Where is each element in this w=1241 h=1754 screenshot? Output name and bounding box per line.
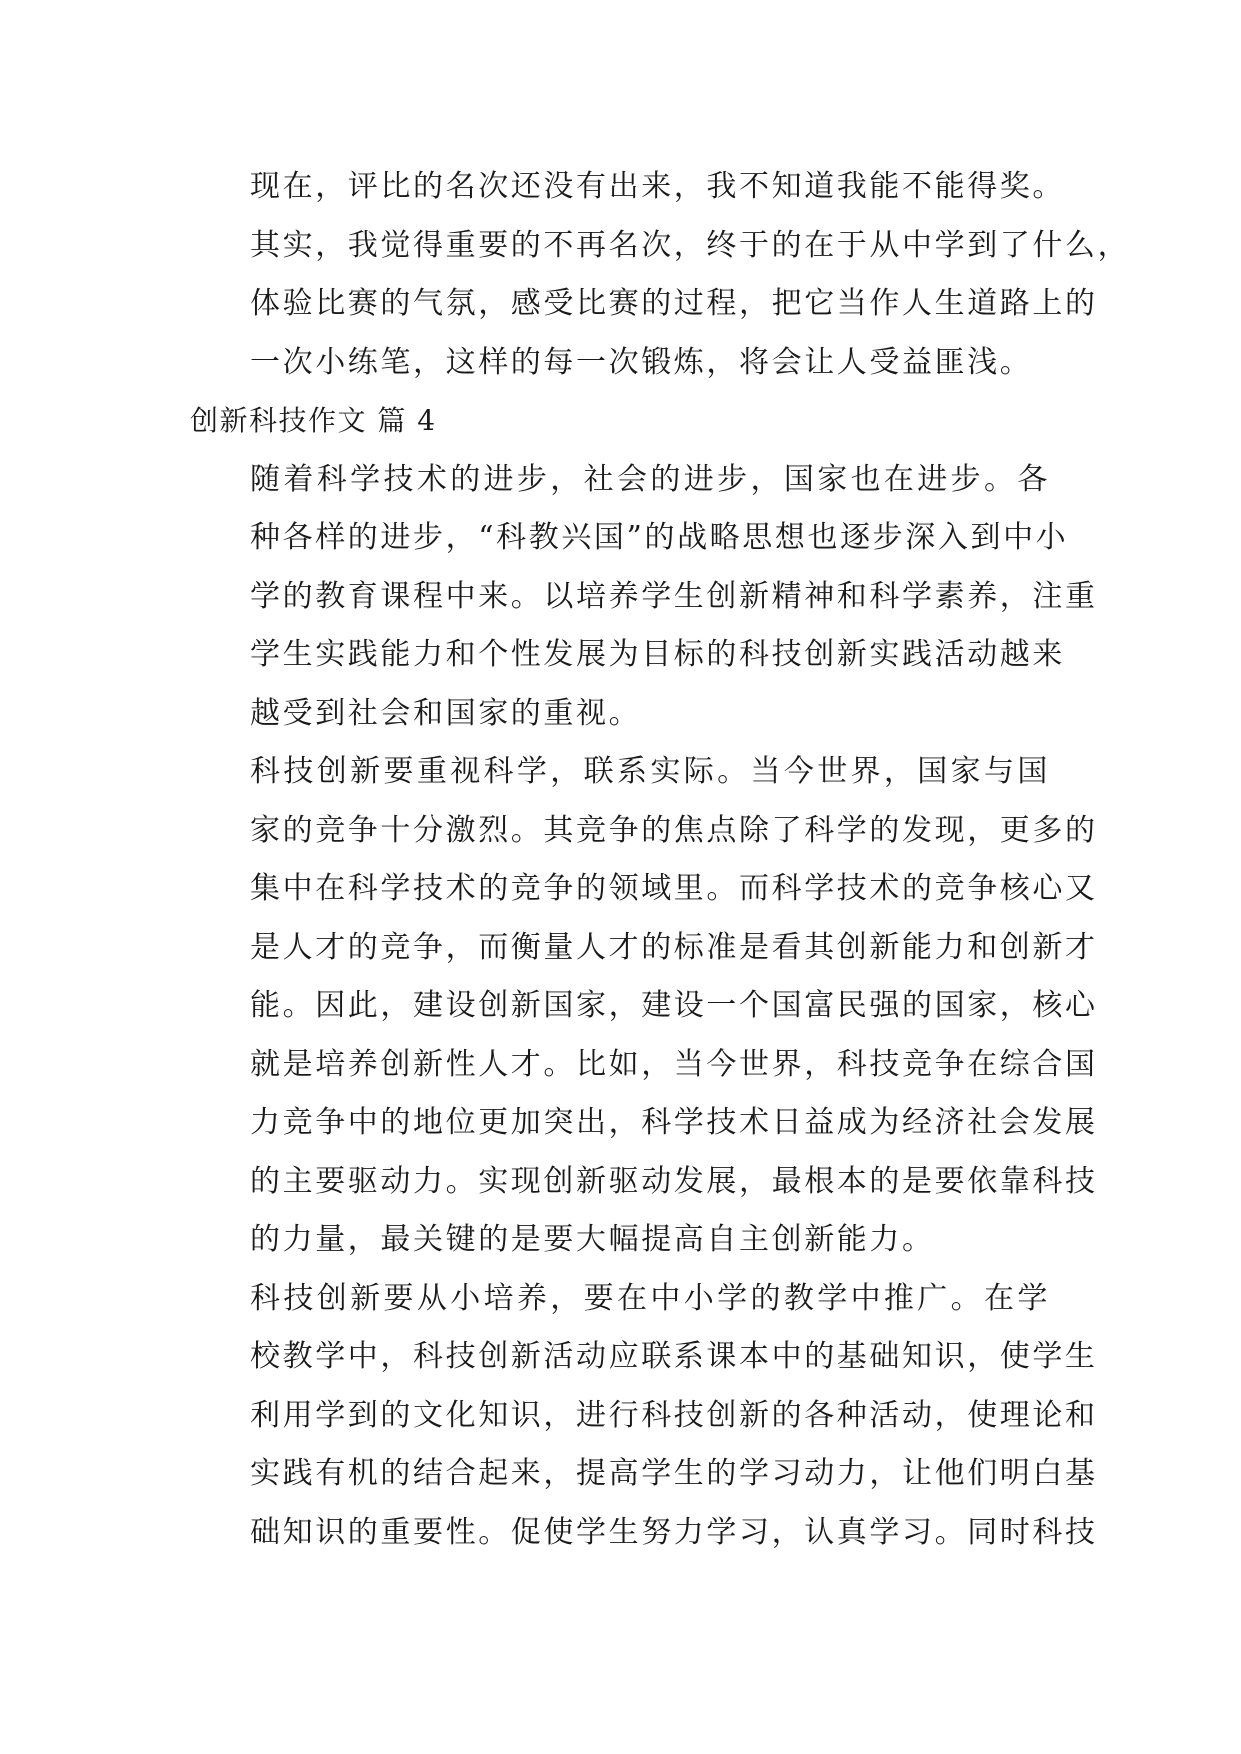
paragraph-line: 的力量，最关键的是要大幅提高自主创新能力。 [250, 1222, 935, 1257]
paragraph-line: 能。因此，建设创新国家，建设一个国富民强的国家，核心 [250, 988, 1098, 1023]
section-heading: 创新科技作文 篇 4 [190, 404, 437, 437]
paragraph-2 [190, 451, 1098, 744]
paragraph-1 [190, 158, 1131, 392]
paragraph-line: 集中在科学技术的竞争的领域里。而科学技术的竞争核心又 [250, 871, 1098, 906]
paragraph-line: 科技创新要重视科学，联系实际。当今世界，国家与国 [250, 754, 1050, 789]
paragraph-line: 随着科学技术的进步，社会的进步，国家也在进步。各 [250, 461, 1050, 497]
paragraph-3 [190, 743, 1098, 1270]
paragraph-line: 就是培养创新性人才。比如，当今世界，科技竞争在综合国 [250, 1046, 1098, 1082]
paragraph-4 [190, 1270, 1098, 1563]
paragraph-line: 科技创新要从小培养，要在中小学的教学中推广。在学 [250, 1280, 1050, 1316]
paragraph-line: 家的竞争十分激烈。其竞争的焦点除了科学的发现，更多的 [250, 812, 1098, 848]
paragraph-line: 越受到社会和国家的重视。 [250, 695, 642, 731]
paragraph-line: 学的教育课程中来。以培养学生创新精神和科学素养，注重 [250, 578, 1098, 614]
paragraph-line: 础知识的重要性。促使学生努力学习，认真学习。同时科技 [250, 1514, 1098, 1550]
paragraph-line: 现在，评比的名次还没有出来，我不知道我能不能得奖。 [250, 169, 1065, 204]
paragraph-line: 是人才的竞争，而衡量人才的标准是看其创新能力和创新才 [250, 929, 1098, 965]
paragraph-line: 利用学到的文化知识，进行科技创新的各种活动，使理论和 [250, 1397, 1098, 1433]
paragraph-line: 校教学中，科技创新活动应联系课本中的基础知识，使学生 [250, 1339, 1098, 1374]
document-page [190, 158, 1131, 1562]
paragraph-line: 其实，我觉得重要的不再名次，终于的在于从中学到了什么， [250, 227, 1131, 263]
paragraph-line: 种各样的进步，“科教兴国”的战略思想也逐步深入到中小 [250, 520, 1069, 555]
paragraph-line: 体验比赛的气氛，感受比赛的过程，把它当作人生道路上的 [250, 286, 1098, 321]
paragraph-line: 一次小练笔，这样的每一次锻炼，将会让人受益匪浅。 [250, 344, 1033, 380]
paragraph-line: 的主要驱动力。实现创新驱动发展，最根本的是要依靠科技 [250, 1163, 1098, 1199]
paragraph-line: 实践有机的结合起来，提高学生的学习动力，让他们明白基 [250, 1456, 1098, 1491]
paragraph-line: 学生实践能力和个性发展为目标的科技创新实践活动越来 [250, 637, 1065, 672]
paragraph-line: 力竞争中的地位更加突出，科学技术日益成为经济社会发展 [250, 1105, 1098, 1140]
